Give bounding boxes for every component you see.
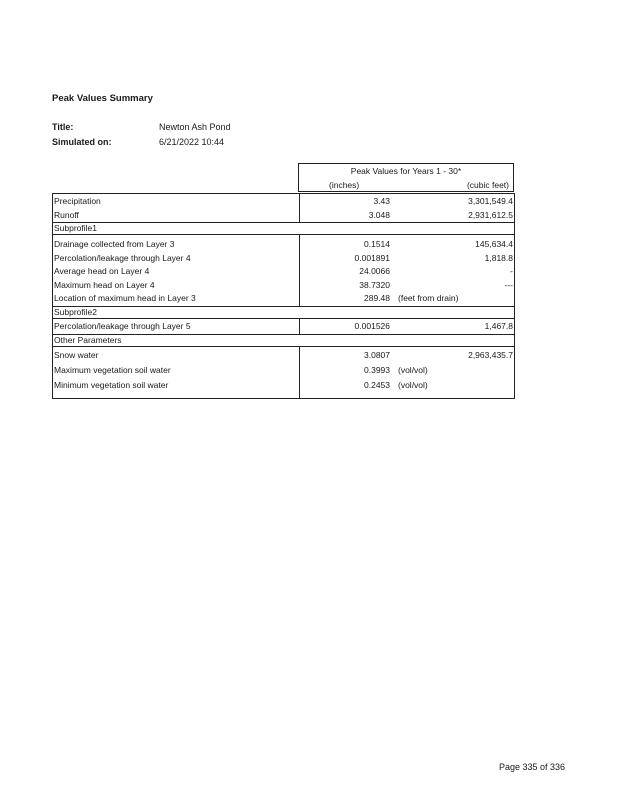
table-row — [53, 320, 514, 333]
table-row — [53, 364, 514, 377]
row-inches: 24.0066 — [359, 266, 390, 276]
row-cubic-feet: 145,634.4 — [475, 239, 513, 249]
peak-values-header — [298, 163, 514, 192]
row-label: Average head on Layer 4 — [54, 266, 150, 276]
simulated-value: 6/21/2022 10:44 — [159, 137, 225, 147]
simulated-row — [52, 137, 352, 150]
peak-values-table — [52, 193, 515, 399]
row-cubic-feet: - — [510, 266, 513, 276]
table-row — [53, 292, 514, 305]
row-inches: 3.0807 — [364, 350, 390, 360]
row-cubic-feet: 2,931,612.5 — [468, 209, 513, 220]
row-unit-note: (feet from drain) — [398, 293, 459, 303]
row-label: Percolation/leakage through Layer 4 — [54, 252, 191, 263]
row-label: Percolation/leakage through Layer 5 — [54, 321, 191, 331]
row-cubic-feet: 1,467.8 — [484, 321, 513, 331]
row-label: Drainage collected from Layer 3 — [54, 239, 175, 249]
row-inches: 38.7320 — [359, 279, 390, 290]
row-inches: 0.1514 — [364, 239, 390, 249]
unit-inches: (inches) — [329, 180, 360, 190]
title-row — [52, 122, 352, 135]
row-inches: 0.001526 — [354, 321, 390, 331]
row-inches: 3.048 — [368, 209, 390, 220]
row-inches: 0.2453 — [364, 380, 390, 390]
row-label: Snow water — [54, 350, 99, 360]
section-label: Subprofile2 — [54, 307, 98, 317]
title-value: Newton Ash Pond — [159, 122, 231, 132]
table-row — [53, 349, 514, 362]
row-inches: 3.43 — [373, 196, 390, 206]
section-label: Other Parameters — [54, 335, 122, 345]
row-label: Minimum vegetation soil water — [54, 380, 169, 390]
table-row — [53, 379, 514, 392]
table-row — [53, 265, 514, 278]
table-row — [53, 195, 514, 208]
simulated-label: Simulated on: — [52, 137, 112, 147]
row-unit-note: (vol/vol) — [398, 365, 428, 375]
title-label: Title: — [52, 122, 74, 132]
section-subprofile2 — [53, 306, 514, 319]
table-row — [53, 252, 514, 265]
section-other-parameters — [53, 334, 514, 347]
unit-cubic-feet: (cubic feet) — [466, 180, 509, 190]
row-inches: 0.001891 — [354, 252, 390, 263]
table-row — [53, 279, 514, 292]
row-label: Runoff — [54, 209, 79, 220]
row-inches: 289.48 — [364, 293, 390, 303]
row-inches: 0.3993 — [364, 365, 390, 375]
row-label: Maximum vegetation soil water — [54, 365, 171, 375]
page-heading: Peak Values Summary — [52, 93, 153, 104]
table-row — [53, 238, 514, 251]
row-label: Maximum head on Layer 4 — [54, 279, 155, 290]
table-row — [53, 209, 514, 222]
row-cubic-feet: 2,963,435.7 — [468, 350, 513, 360]
row-cubic-feet: 1,818.8 — [484, 252, 513, 263]
row-cubic-feet: 3,301,549.4 — [468, 196, 513, 206]
section-subprofile1 — [53, 222, 514, 235]
row-unit-note: (vol/vol) — [398, 380, 428, 390]
row-label: Location of maximum head in Layer 3 — [54, 293, 196, 303]
units-row — [299, 179, 513, 192]
section-label: Subprofile1 — [54, 223, 98, 233]
row-label: Precipitation — [54, 196, 101, 206]
peak-values-header-title: Peak Values for Years 1 - 30* — [350, 166, 462, 176]
page-number: Page 335 of 336 — [498, 762, 565, 772]
row-cubic-feet: --- — [504, 279, 513, 290]
